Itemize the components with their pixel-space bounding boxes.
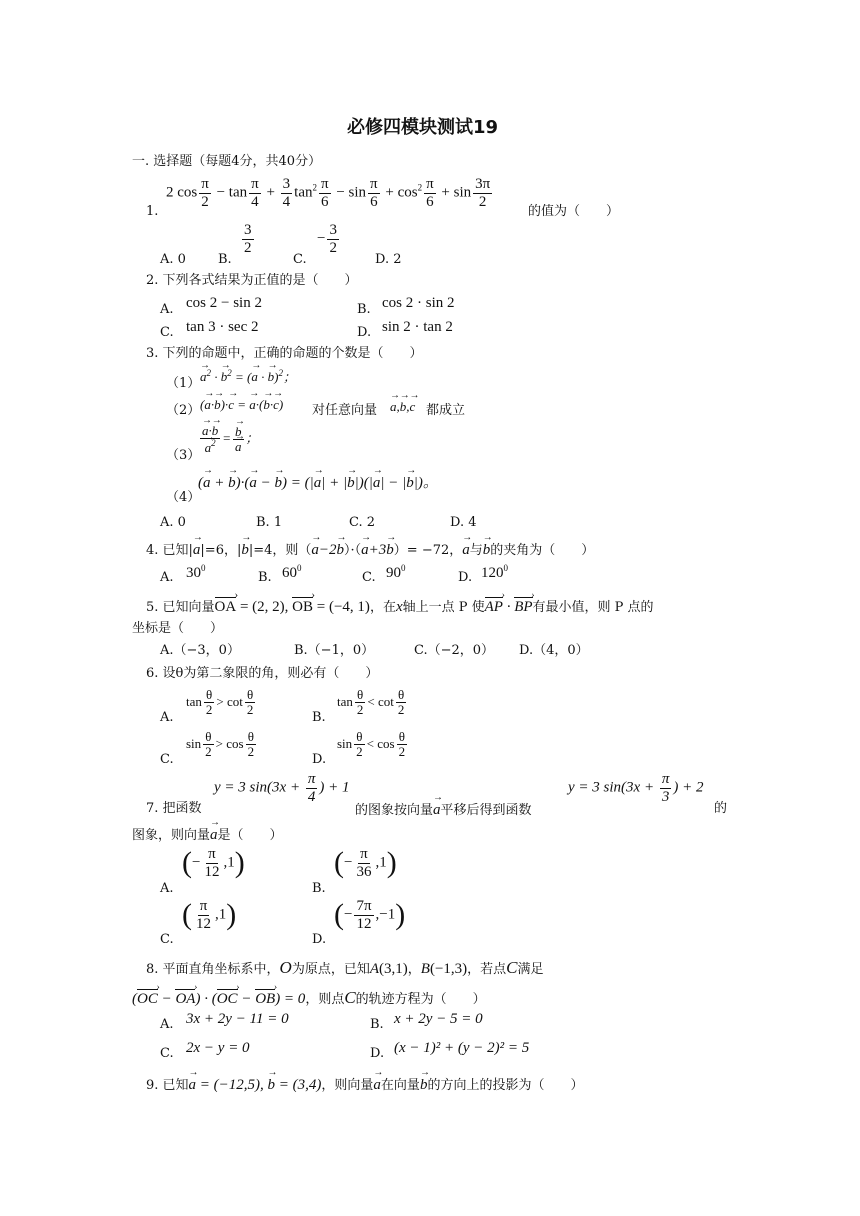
q9-vector-a: → a — [373, 1076, 381, 1094]
q9-vectors: → a = (−12,5), → b = (3,4) — [189, 1077, 322, 1093]
degree-mark: 0 — [297, 563, 302, 573]
q7-text-2: 的图象按向量 — [355, 803, 434, 818]
q4-text-2: |=6，| — [200, 543, 242, 558]
q4-option-c-value: 90 — [386, 565, 401, 581]
q4-text-6: 与 — [469, 543, 483, 558]
page-title: 必修四模块测试19 — [347, 117, 499, 138]
q3-item-3-label: （3） — [166, 448, 201, 463]
q7-option-b-label: B. — [312, 881, 326, 896]
q1-option-c-label: C. — [293, 252, 307, 267]
q4-text-5: ）= −72， — [393, 543, 463, 558]
q3-option-b: B. 1 — [256, 515, 283, 530]
q7-vector-a2: → a — [210, 826, 218, 844]
q8-option-d: (x − 1)² + (y − 2)² = 5 — [394, 1040, 530, 1056]
q8-text-1: 8. 平面直角坐标系中， — [146, 962, 280, 977]
q4-stem — [146, 541, 594, 559]
q4-option-a-value: 30 — [186, 565, 201, 581]
q8-line-1 — [146, 958, 544, 978]
q4-option-c-label: C. — [362, 570, 376, 585]
q6-option-c-label: C. — [160, 752, 174, 767]
q5-dot-product: AP › · BP › — [485, 597, 533, 615]
q4-option-b-value: 60 — [282, 565, 297, 581]
q8-option-b-label: B. — [370, 1017, 384, 1032]
q9-text-2: ，则向量 — [321, 1078, 374, 1093]
q5-line-2: 坐标是（ ） — [132, 621, 224, 636]
q6-option-d: sin $\frac{\theta}{2}$ < cos $\frac{\theta}{2}$ — [337, 729, 406, 760]
q7-option-d: (− $\frac{7\pi}{12}$ ,−1) — [334, 898, 406, 932]
q5-text-4: 有最小值，则 P 点的 — [532, 600, 654, 615]
q7-option-a: (− $\frac{\pi}{12}$ ,1) — [182, 846, 245, 880]
q9-vector-b: → b — [420, 1076, 428, 1094]
q7-text-4: 的 — [714, 801, 728, 816]
q7-option-b: (− $\frac{\pi}{36}$ ,1) — [334, 846, 397, 880]
q9-text-3: 在向量 — [380, 1078, 420, 1093]
q4-option-a-label: A. — [160, 570, 174, 585]
q4-text-3: |=4，则（ — [248, 543, 312, 558]
q8-text-5: 满足 — [517, 962, 544, 977]
q8-text-7: 的轨迹方程为（ ） — [355, 992, 486, 1007]
q4-option-d-value: 120 — [481, 565, 504, 581]
q4-expr-2: → a+3→ b — [361, 542, 394, 558]
q3-item-2-label: （2） — [166, 403, 201, 418]
q1-suffix: 的值为（ ） — [528, 204, 620, 219]
q7-text-3: 平移后得到函数 — [440, 803, 532, 818]
q3-item-2: (→ a·→ b)·→ c = → a·(→ b·→ c) — [200, 397, 283, 413]
q6-option-b-label: B. — [312, 710, 326, 725]
q9-text-1: 9. 已知 — [146, 1078, 189, 1093]
q4-option-d — [481, 563, 508, 582]
q8-point-o: O — [279, 958, 292, 977]
q3-option-d: D. 4 — [450, 515, 477, 530]
q8-option-a-label: A. — [160, 1017, 174, 1032]
q3-stem: 3. 下列的命题中，正确的命题的个数是（ ） — [146, 346, 423, 361]
q2-option-c-label: C. — [160, 325, 174, 340]
q2-option-a: cos 2 − sin 2 — [186, 295, 262, 311]
q7-vector-a: → a — [433, 801, 441, 819]
q3-item-4: (→ a + → b)·(→ a − → b) = (|→ a| + |→ b|)(|→ a| − |→ b|)。 — [198, 474, 438, 492]
q8-option-b: x + 2y − 5 = 0 — [394, 1011, 483, 1027]
q5-option-c: C.（−2，0） — [414, 643, 495, 658]
degree-mark: 0 — [503, 563, 508, 573]
q2-option-d: sin 2 · tan 2 — [382, 319, 453, 335]
q7-text-2-wrap — [355, 801, 532, 819]
q5-stem — [146, 598, 654, 616]
q4-option-b-label: B. — [258, 570, 272, 585]
q7-option-a-label: A. — [160, 881, 174, 896]
q4-vector-b2: → b — [483, 541, 491, 559]
q2-option-b: cos 2 · sin 2 — [382, 295, 455, 311]
q9-stem — [146, 1076, 583, 1094]
q4-option-c — [386, 563, 406, 582]
q7-option-c-label: C. — [160, 932, 174, 947]
q7-function-1: y = 3 sin(3x + $\frac{\pi}{4}$ ) + 1 — [214, 771, 350, 805]
q2-option-a-label: A. — [160, 302, 174, 317]
q8-point-b: B — [420, 961, 430, 977]
q8-point-b-coords: (−1,3) — [429, 961, 468, 977]
q3-item-2-vectors: → a,→ b,→ c — [390, 399, 415, 415]
q8-option-d-label: D. — [370, 1046, 385, 1061]
q1-option-d: D. 2 — [375, 252, 402, 267]
q6-option-d-label: D. — [312, 752, 327, 767]
q8-text-2: 为原点，已知 — [291, 962, 370, 977]
q7-option-c: ( $\frac{\pi}{12}$ ,1) — [182, 898, 237, 932]
q3-item-2-suffix: 对任意向量 — [312, 403, 378, 418]
q5-text-1: 5. 已知向量 — [146, 600, 215, 615]
q3-item-4-label: （4） — [166, 490, 201, 505]
q3-item-3: → a·→ b → $a^2$ = → b → a ； — [198, 424, 259, 455]
q7-text-1: 7. 把函数 — [146, 801, 202, 816]
q1-expression: 2 cos $\frac{\pi}{2}$ − tan $\frac{\pi}{4}$ + $\frac{3}{4}$ $\tan^2$ $\frac{\pi}{6}$ − sin $\frac{\pi}{6}$ + $\cos^2$ $\frac{\pi}{6}$ + sin $\frac{3\pi}{2}$ — [166, 176, 491, 210]
q4-vector-a2: → a — [462, 541, 470, 559]
q8-condition: (OC › − OA ›) · (OC › − OB ›) = 0 — [132, 989, 305, 1007]
q5-text-3: 轴上一点 P 使 — [402, 600, 485, 615]
q5-option-b: B.（−1，0） — [294, 643, 375, 658]
q8-option-c-label: C. — [160, 1046, 174, 1061]
q6-option-a: tan $\frac{\theta}{2}$ > cot $\frac{\theta}{2}$ — [186, 687, 254, 718]
q7-line-2 — [132, 826, 283, 844]
q1-option-a: A. 0 — [160, 252, 186, 267]
q4-option-b — [282, 563, 302, 582]
q3-item-1: → $a^2$ · → $b^2$ = (→ a · → b)$^2$； — [200, 368, 296, 385]
q2-option-d-label: D. — [357, 325, 372, 340]
q5-text-2: ，在 — [369, 600, 396, 615]
q8-option-c: 2x − y = 0 — [186, 1040, 250, 1056]
degree-mark: 0 — [201, 563, 206, 573]
section-heading: 一. 选择题（每题4分，共40分） — [132, 154, 322, 169]
q8-point-c: C — [506, 958, 518, 977]
q4-expr-1: → a−2→ b — [311, 542, 344, 558]
q6-option-b: tan $\frac{\theta}{2}$ < cot $\frac{\theta}{2}$ — [337, 687, 405, 718]
q1-option-c-value: − $\frac{3}{2}$ — [317, 222, 337, 256]
q8-text-3: ， — [407, 962, 421, 977]
q7-line-2a: 图象，则向量 — [132, 828, 211, 843]
q3-option-a: A. 0 — [160, 515, 186, 530]
q2-option-b-label: B. — [357, 302, 371, 317]
q1-option-b-label: B. — [218, 252, 232, 267]
q7-function-2: y = 3 sin(3x + $\frac{\pi}{3}$ ) + 2 — [568, 771, 704, 805]
q6-option-c: sin $\frac{\theta}{2}$ > cos $\frac{\theta}{2}$ — [186, 729, 255, 760]
q1-option-b-value: $\frac{3}{2}$ — [244, 222, 252, 256]
q4-option-a — [186, 563, 206, 582]
q4-text-1: 4. 已知| — [146, 543, 193, 558]
q5-option-a: A.（−3，0） — [160, 643, 240, 658]
q8-point-a: A — [369, 961, 380, 977]
q2-option-c: tan 3 · sec 2 — [186, 319, 259, 335]
q8-text-4: ，若点 — [467, 962, 507, 977]
q6-option-a-label: A. — [160, 710, 174, 725]
q7-option-d-label: D. — [312, 932, 327, 947]
q4-text-4: ）·（ — [344, 543, 362, 558]
q3-item-2-suffix2: 都成立 — [426, 403, 466, 418]
q8-point-a-coords: (3,1) — [379, 961, 408, 977]
q2-stem: 2. 下列各式结果为正值的是（ ） — [146, 273, 358, 288]
q8-option-a: 3x + 2y − 11 = 0 — [186, 1011, 289, 1027]
q4-vector-a: → a — [193, 541, 201, 559]
q8-text-6: ，则点 — [305, 992, 345, 1007]
q5-option-d: D.（4，0） — [519, 643, 589, 658]
q3-item-1-label: （1） — [166, 376, 201, 391]
q8-line-2 — [132, 988, 486, 1008]
degree-mark: 0 — [401, 563, 406, 573]
q9-text-4: 的方向上的投影为（ ） — [427, 1078, 584, 1093]
q4-text-7: 的夹角为（ ） — [490, 543, 595, 558]
q4-vector-b: → b — [241, 541, 249, 559]
q3-option-c: C. 2 — [349, 515, 376, 530]
q5-x-axis: x — [395, 599, 403, 615]
q7-line-2b: 是（ ） — [217, 828, 283, 843]
q4-option-d-label: D. — [458, 570, 473, 585]
q5-vectors: OA › = (2, 2), OB › = (−4, 1) — [215, 597, 370, 615]
q6-stem: 6. 设θ为第二象限的角，则必有（ ） — [146, 666, 379, 681]
q1-number: 1. — [146, 204, 159, 219]
q8-point-c2: C — [344, 988, 356, 1007]
